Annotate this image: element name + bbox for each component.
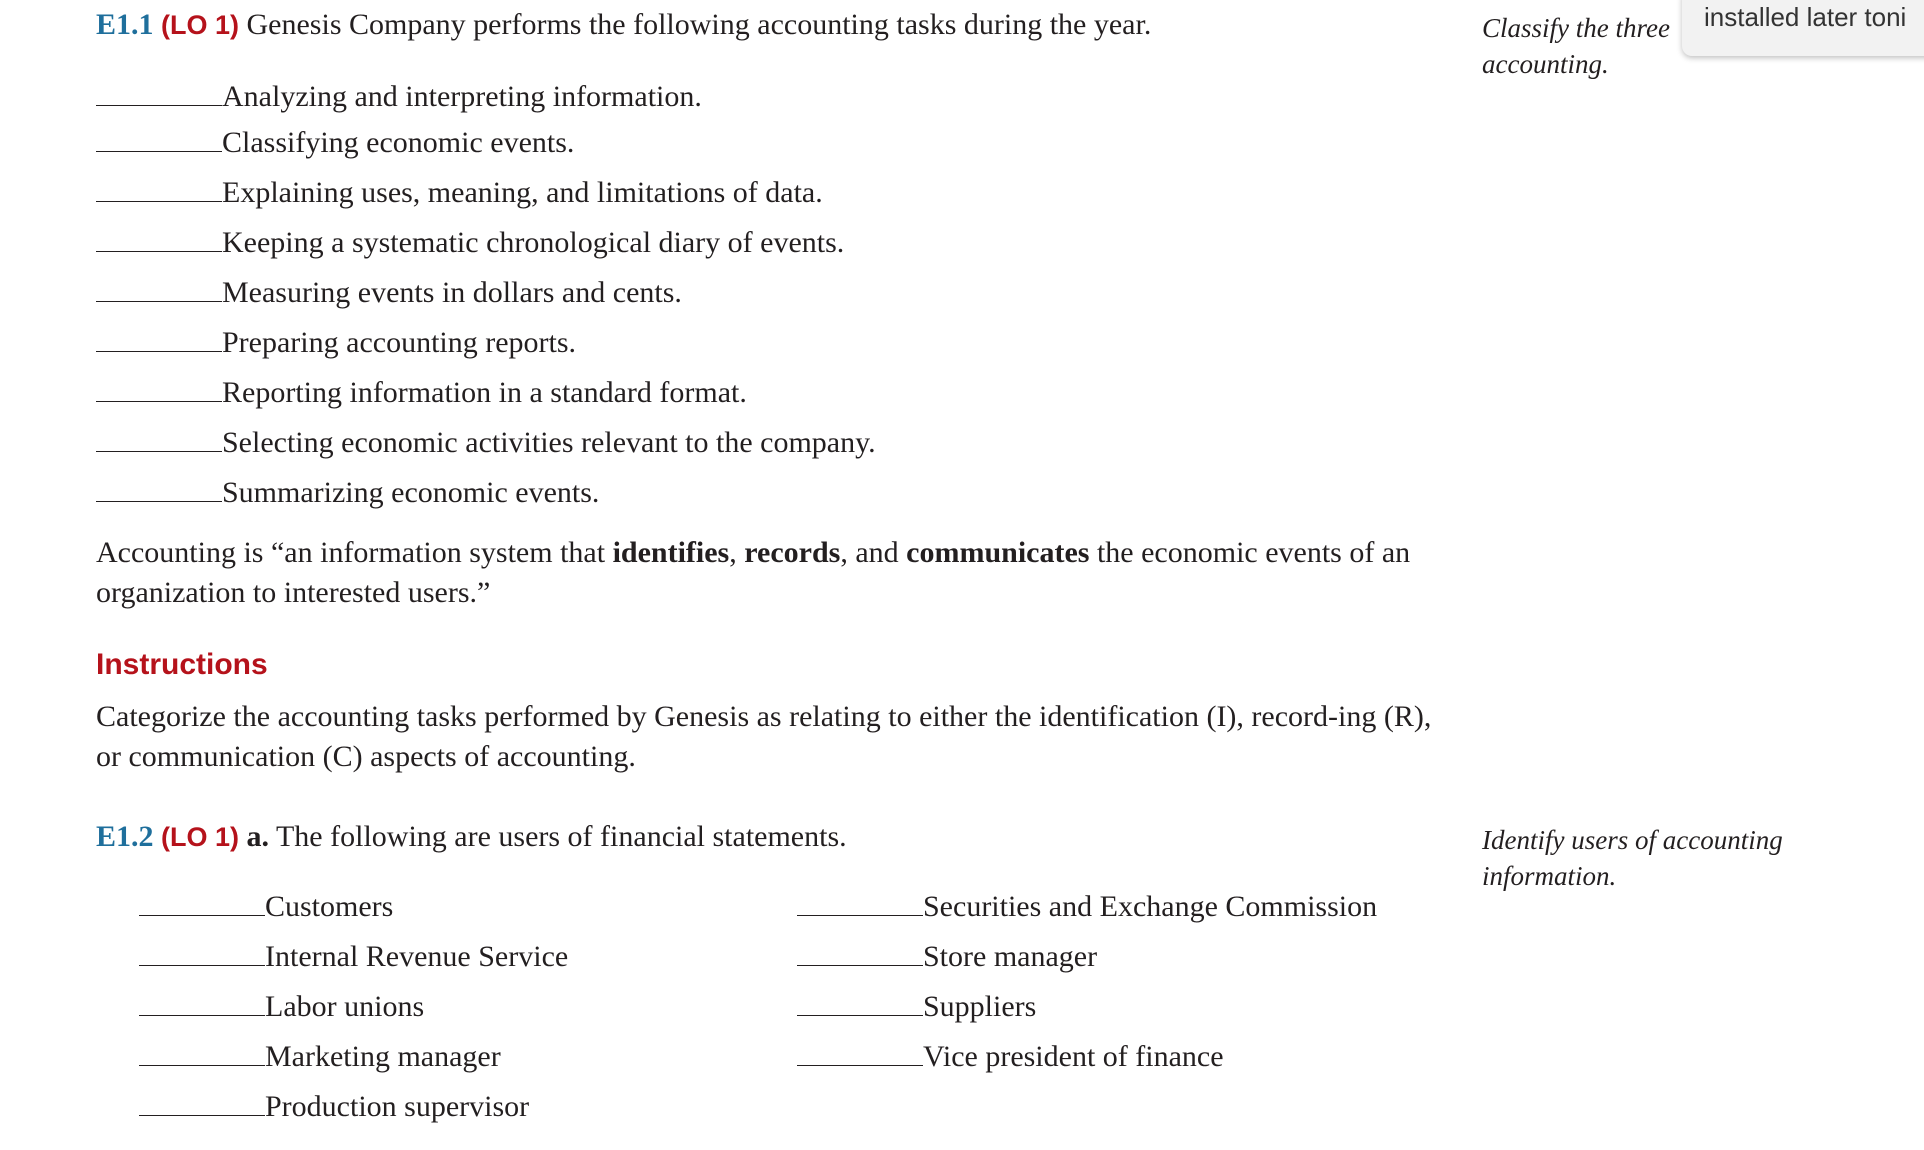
task-label: Keeping a systematic chronological diary of events.: [222, 226, 845, 259]
exercise-number: E1.1: [96, 8, 154, 41]
exercise-heading-text: Genesis Company performs the following accounting tasks during the year.: [246, 8, 1152, 41]
part-label: a.: [246, 820, 270, 853]
side-note-line: Identify users of accounting: [1482, 825, 1783, 855]
answer-blank[interactable]: [139, 915, 265, 916]
task-label: Preparing accounting reports.: [222, 326, 577, 359]
definition-text: Accounting is “an information system that: [96, 536, 613, 569]
keyword-identifies: identifies: [612, 536, 730, 569]
user-row: [139, 990, 424, 1024]
user-label: Store manager: [923, 940, 1098, 973]
side-note-line: information.: [1482, 861, 1617, 891]
answer-blank[interactable]: [139, 965, 265, 966]
answer-blank[interactable]: [96, 501, 222, 502]
side-note-line: Classify the three: [1482, 13, 1670, 43]
e1-2-side-note: [1482, 822, 1783, 894]
keyword-records: records: [744, 536, 841, 569]
instructions-text: Categorize the accounting tasks performed by Genesis as relating to either the identification (I), record-ing (R), or communication (C) aspects of accounting.: [96, 700, 1432, 773]
user-label: Customers: [265, 890, 394, 923]
user-row: [797, 940, 1097, 974]
task-row: [96, 126, 574, 160]
learning-objective: (LO 1): [161, 822, 240, 852]
answer-blank[interactable]: [96, 401, 222, 402]
definition-text: the economic events of an organization to interested users.”: [96, 536, 1411, 609]
user-label: Labor unions: [265, 990, 425, 1023]
task-row: [96, 276, 682, 310]
tooltip-text: installed later toni: [1704, 2, 1907, 32]
task-label: Classifying economic events.: [222, 126, 575, 159]
task-label: Explaining uses, meaning, and limitations of data.: [222, 176, 823, 209]
answer-blank[interactable]: [139, 1065, 265, 1066]
user-row: [139, 1040, 501, 1074]
user-label: Vice president of finance: [923, 1040, 1224, 1073]
task-row: [96, 80, 702, 114]
exercise-number: E1.2: [96, 820, 154, 853]
task-label: Reporting information in a standard format.: [222, 376, 747, 409]
answer-blank[interactable]: [797, 1065, 923, 1066]
e1-2-heading: [96, 820, 847, 854]
user-row: [797, 890, 1377, 924]
answer-blank[interactable]: [797, 915, 923, 916]
task-label: Analyzing and interpreting information.: [222, 80, 702, 113]
accounting-definition: [96, 533, 1436, 613]
user-label: Suppliers: [923, 990, 1037, 1023]
task-row: [96, 326, 576, 360]
task-label: Measuring events in dollars and cents.: [222, 276, 682, 309]
definition-text: ,: [729, 536, 745, 569]
instructions-heading: Instructions: [96, 648, 268, 681]
learning-objective: (LO 1): [161, 10, 240, 40]
task-row: [96, 376, 747, 410]
exercise-heading-text: The following are users of financial statements.: [275, 820, 847, 853]
user-row: [797, 990, 1036, 1024]
answer-blank[interactable]: [797, 1015, 923, 1016]
e1-1-heading: [96, 8, 1151, 42]
user-label: Production supervisor: [265, 1090, 530, 1123]
answer-blank[interactable]: [96, 301, 222, 302]
task-label: Summarizing economic events.: [222, 476, 600, 509]
answer-blank[interactable]: [139, 1115, 265, 1116]
task-row: [96, 426, 876, 460]
keyword-communicates: communicates: [906, 536, 1090, 569]
e1-1-side-note: [1482, 10, 1670, 82]
answer-blank[interactable]: [96, 105, 222, 106]
answer-blank[interactable]: [139, 1015, 265, 1016]
user-row: [139, 890, 393, 924]
answer-blank[interactable]: [96, 451, 222, 452]
user-label: Marketing manager: [265, 1040, 501, 1073]
definition-text: , and: [840, 536, 907, 569]
answer-blank[interactable]: [96, 351, 222, 352]
side-note-line: accounting.: [1482, 49, 1609, 79]
user-label: Internal Revenue Service: [265, 940, 569, 973]
user-row: [139, 940, 568, 974]
task-label: Selecting economic activities relevant to the company.: [222, 426, 876, 459]
user-label: Securities and Exchange Commission: [923, 890, 1378, 923]
user-row: [797, 1040, 1224, 1074]
task-row: [96, 176, 823, 210]
user-row: [139, 1090, 529, 1124]
answer-blank[interactable]: [96, 201, 222, 202]
tooltip-popup: [1682, 0, 1924, 56]
answer-blank[interactable]: [96, 151, 222, 152]
answer-blank[interactable]: [797, 965, 923, 966]
answer-blank[interactable]: [96, 251, 222, 252]
task-row: [96, 476, 599, 510]
task-row: [96, 226, 844, 260]
